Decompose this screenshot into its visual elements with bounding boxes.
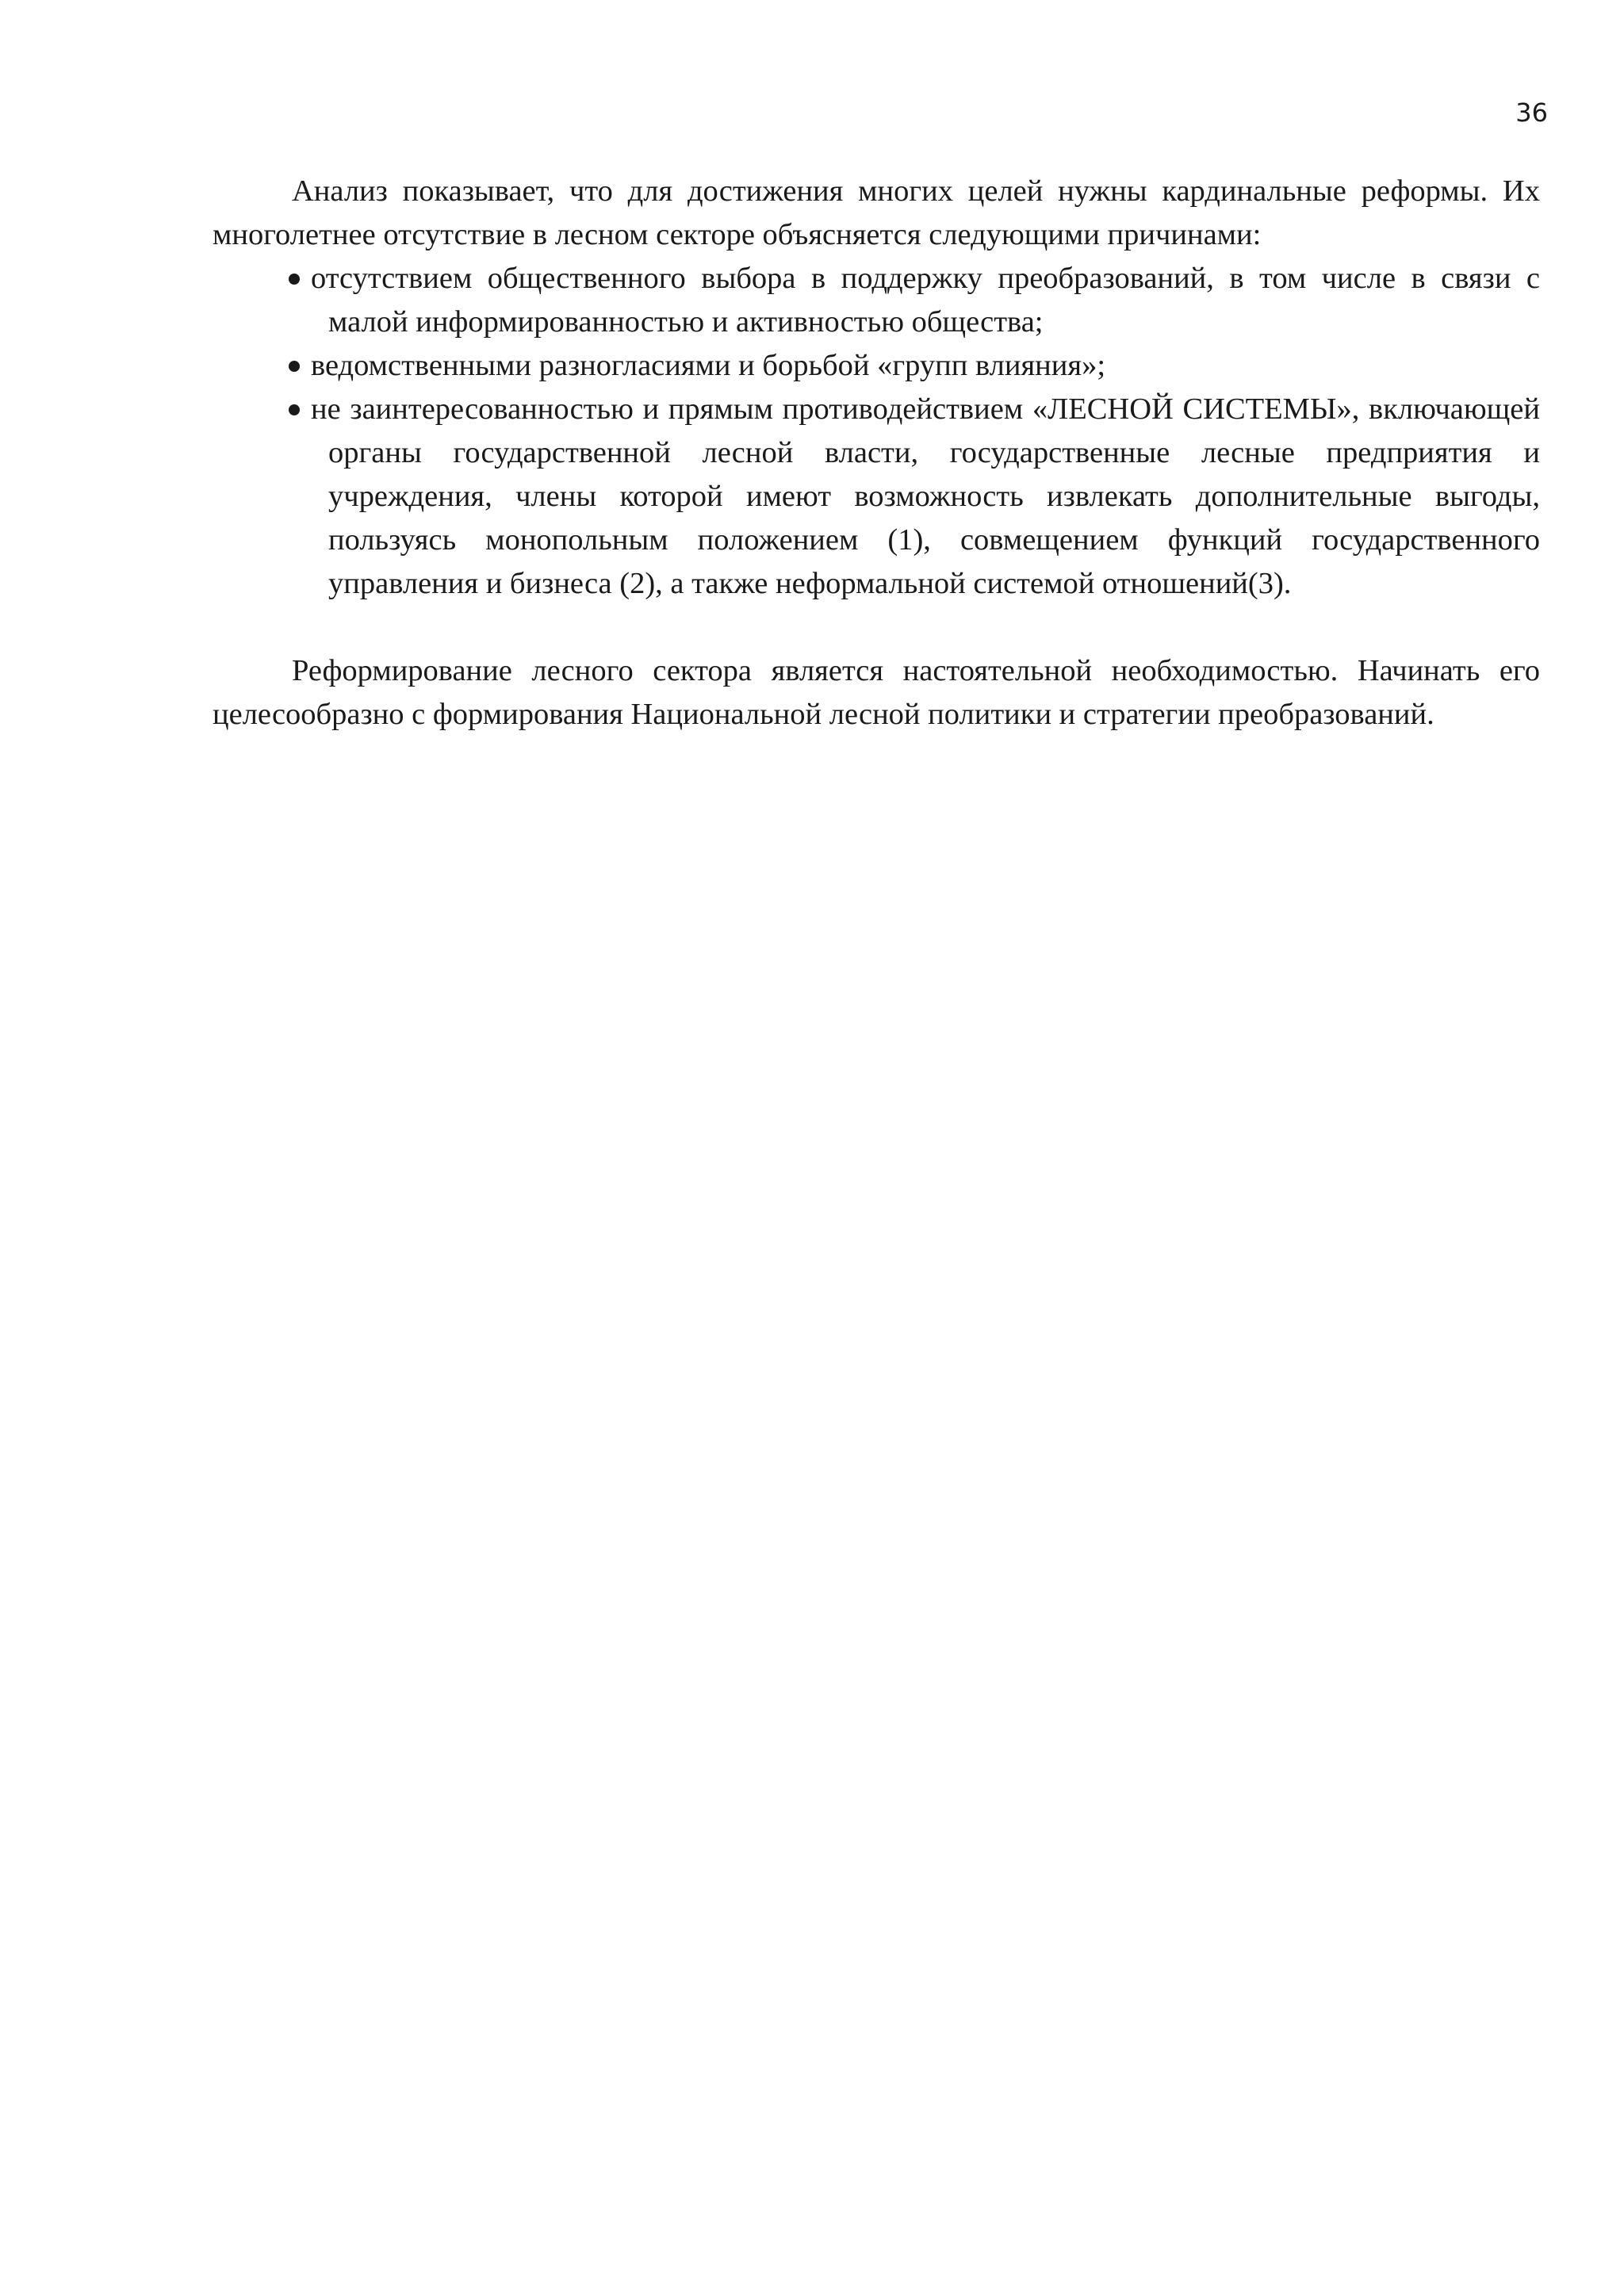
reasons-list <box>213 257 1540 606</box>
page-number: 36 <box>1515 98 1548 128</box>
page-content <box>213 170 1540 737</box>
paragraph-gap <box>213 606 1540 649</box>
reason-text: ведомственными разногласиями и борьбой «групп влияния»; <box>311 349 1106 382</box>
reason-text: не заинтересованностью и прямым противодействием «ЛЕСНОЙ СИСТЕМЫ», включающей органы государственной лесной власти, государственные лесные предприятия и учреждения, члены которой имеют возможность извлекать дополнительные выгоды, пользуясь монопольным положением (1), совмещением функций государственного управления и бизнеса (2), а также неформальной системой отношений(3). <box>311 392 1540 600</box>
reason-item <box>213 344 1540 388</box>
bullet-icon <box>289 386 311 430</box>
paragraph-conclusion: Реформирование лесного сектора является настоятельной необходимостью. Начинать его целесообразно с формирования Национальной лесной политики и стратегии преобразований. <box>213 654 1540 731</box>
reason-item <box>213 388 1540 606</box>
bullet-icon <box>289 255 311 299</box>
bullet-icon <box>289 342 311 386</box>
reason-text: отсутствием общественного выбора в поддержку преобразований, в том числе в связи с малой информированностью и активностью общества; <box>311 262 1540 339</box>
reason-item <box>213 257 1540 344</box>
paragraph-intro: Анализ показывает, что для достижения многих целей нужны кардинальные реформы. Их многолетнее отсутствие в лесном секторе объясняется следующими причинами: <box>213 174 1540 251</box>
